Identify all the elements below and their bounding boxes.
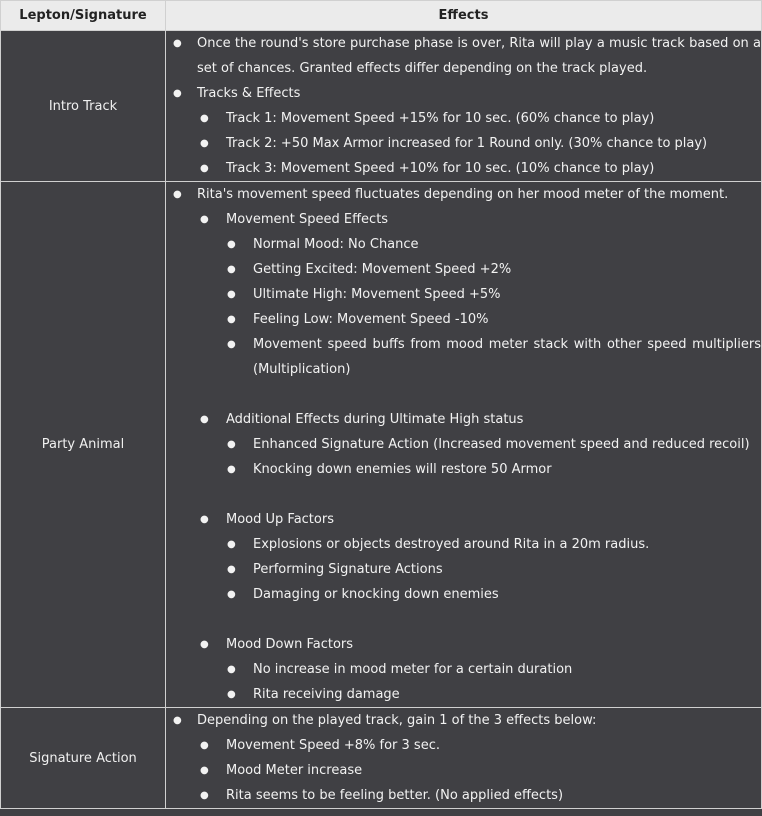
list-item: [166, 582, 761, 607]
list-item-text: Movement Speed Effects: [226, 212, 389, 227]
bullet-icon: ●: [227, 339, 236, 350]
list-item: [166, 432, 761, 457]
list-item: [166, 758, 761, 783]
list-item-text: Feeling Low: Movement Speed -10%: [253, 312, 489, 327]
bullet-icon: ●: [227, 239, 236, 250]
bullet-icon: ●: [173, 189, 182, 200]
list-item: [166, 232, 761, 257]
list-item: [166, 657, 761, 682]
bullet-icon: ●: [200, 790, 209, 801]
bullet-icon: ●: [227, 464, 236, 475]
row-effects: [166, 31, 762, 182]
list-item: [166, 31, 761, 81]
bullet-icon: ●: [227, 689, 236, 700]
list-item: [166, 507, 761, 532]
row-effects: [166, 182, 762, 708]
list-item-text: Once the round's store purchase phase is over, Rita will play a music track based on a set of chances. Granted effects differ depending on the track played.: [197, 36, 761, 76]
bullet-icon: ●: [227, 564, 236, 575]
list-item-text: Ultimate High: Movement Speed +5%: [253, 287, 501, 302]
list-item-text: Mood Down Factors: [226, 637, 354, 652]
bullet-icon: ●: [200, 639, 209, 650]
list-item-text: Enhanced Signature Action (Increased movement speed and reduced recoil): [253, 437, 750, 452]
bullet-icon: ●: [200, 138, 209, 149]
list-item: [166, 131, 761, 156]
list-item: [166, 783, 761, 808]
header-lepton-signature: Lepton/Signature: [1, 1, 166, 31]
list-item: [166, 407, 761, 432]
list-item-text: Normal Mood: No Chance: [253, 237, 419, 252]
list-item: [166, 532, 761, 557]
list-item-text: Damaging or knocking down enemies: [253, 587, 499, 602]
list-item-text: Explosions or objects destroyed around Rita in a 20m radius.: [253, 537, 650, 552]
list-item-text: Track 2: +50 Max Armor increased for 1 Round only. (30% chance to play): [226, 136, 708, 151]
table-row: [1, 31, 762, 182]
list-item-text: Movement speed buffs from mood meter stack with other speed multipliers (Multiplication): [253, 337, 761, 377]
list-item: [166, 106, 761, 131]
list-item: [166, 81, 761, 106]
list-item-text: Additional Effects during Ultimate High status: [226, 412, 524, 427]
bullet-icon: ●: [173, 715, 182, 726]
list-item: [166, 733, 761, 758]
header-effects: Effects: [166, 1, 762, 31]
row-name: Intro Track: [1, 31, 166, 182]
bullet-icon: ●: [227, 314, 236, 325]
bullet-icon: ●: [227, 264, 236, 275]
bullet-icon: ●: [200, 163, 209, 174]
list-spacer: [166, 382, 761, 407]
list-item-text: Getting Excited: Movement Speed +2%: [253, 262, 512, 277]
bullet-icon: ●: [200, 514, 209, 525]
list-item: [166, 457, 761, 482]
list-spacer: [166, 607, 761, 632]
list-item-text: No increase in mood meter for a certain duration: [253, 662, 573, 677]
list-item-text: Depending on the played track, gain 1 of the 3 effects below:: [197, 713, 597, 728]
list-item-text: Knocking down enemies will restore 50 Armor: [253, 462, 552, 477]
list-item-text: Mood Up Factors: [226, 512, 334, 527]
bullet-icon: ●: [173, 38, 182, 49]
list-item: [166, 557, 761, 582]
list-item-text: Tracks & Effects: [197, 86, 301, 101]
list-item: [166, 207, 761, 232]
list-item: [166, 632, 761, 657]
list-item: [166, 307, 761, 332]
row-effects: [166, 708, 762, 809]
bullet-icon: ●: [200, 765, 209, 776]
list-item: [166, 708, 761, 733]
list-item-text: Movement Speed +8% for 3 sec.: [226, 738, 440, 753]
bullet-icon: ●: [227, 289, 236, 300]
row-name: Signature Action: [1, 708, 166, 809]
bullet-icon: ●: [173, 88, 182, 99]
bullet-icon: ●: [200, 414, 209, 425]
list-item-text: Track 1: Movement Speed +15% for 10 sec. (60% chance to play): [226, 111, 655, 126]
list-item: [166, 682, 761, 707]
list-item: [166, 182, 761, 207]
list-item: [166, 282, 761, 307]
bullet-icon: ●: [200, 740, 209, 751]
bullet-icon: ●: [200, 113, 209, 124]
list-item-text: Mood Meter increase: [226, 763, 363, 778]
list-item: [166, 332, 761, 382]
list-item-text: Rita's movement speed fluctuates depending on her mood meter of the moment.: [197, 187, 729, 202]
header-row: [1, 1, 762, 31]
list-spacer: [166, 482, 761, 507]
list-item-text: Rita seems to be feeling better. (No applied effects): [226, 788, 564, 803]
list-item-text: Track 3: Movement Speed +10% for 10 sec. (10% chance to play): [226, 161, 655, 176]
table-body: [1, 31, 762, 809]
table-row: [1, 708, 762, 809]
row-name: Party Animal: [1, 182, 166, 708]
list-item-text: Performing Signature Actions: [253, 562, 443, 577]
list-item-text: Rita receiving damage: [253, 687, 400, 702]
bullet-icon: ●: [227, 664, 236, 675]
bullet-icon: ●: [227, 539, 236, 550]
table-row: [1, 182, 762, 708]
bullet-icon: ●: [227, 439, 236, 450]
list-item: [166, 257, 761, 282]
bullet-icon: ●: [200, 214, 209, 225]
list-item: [166, 156, 761, 181]
bullet-icon: ●: [227, 589, 236, 600]
